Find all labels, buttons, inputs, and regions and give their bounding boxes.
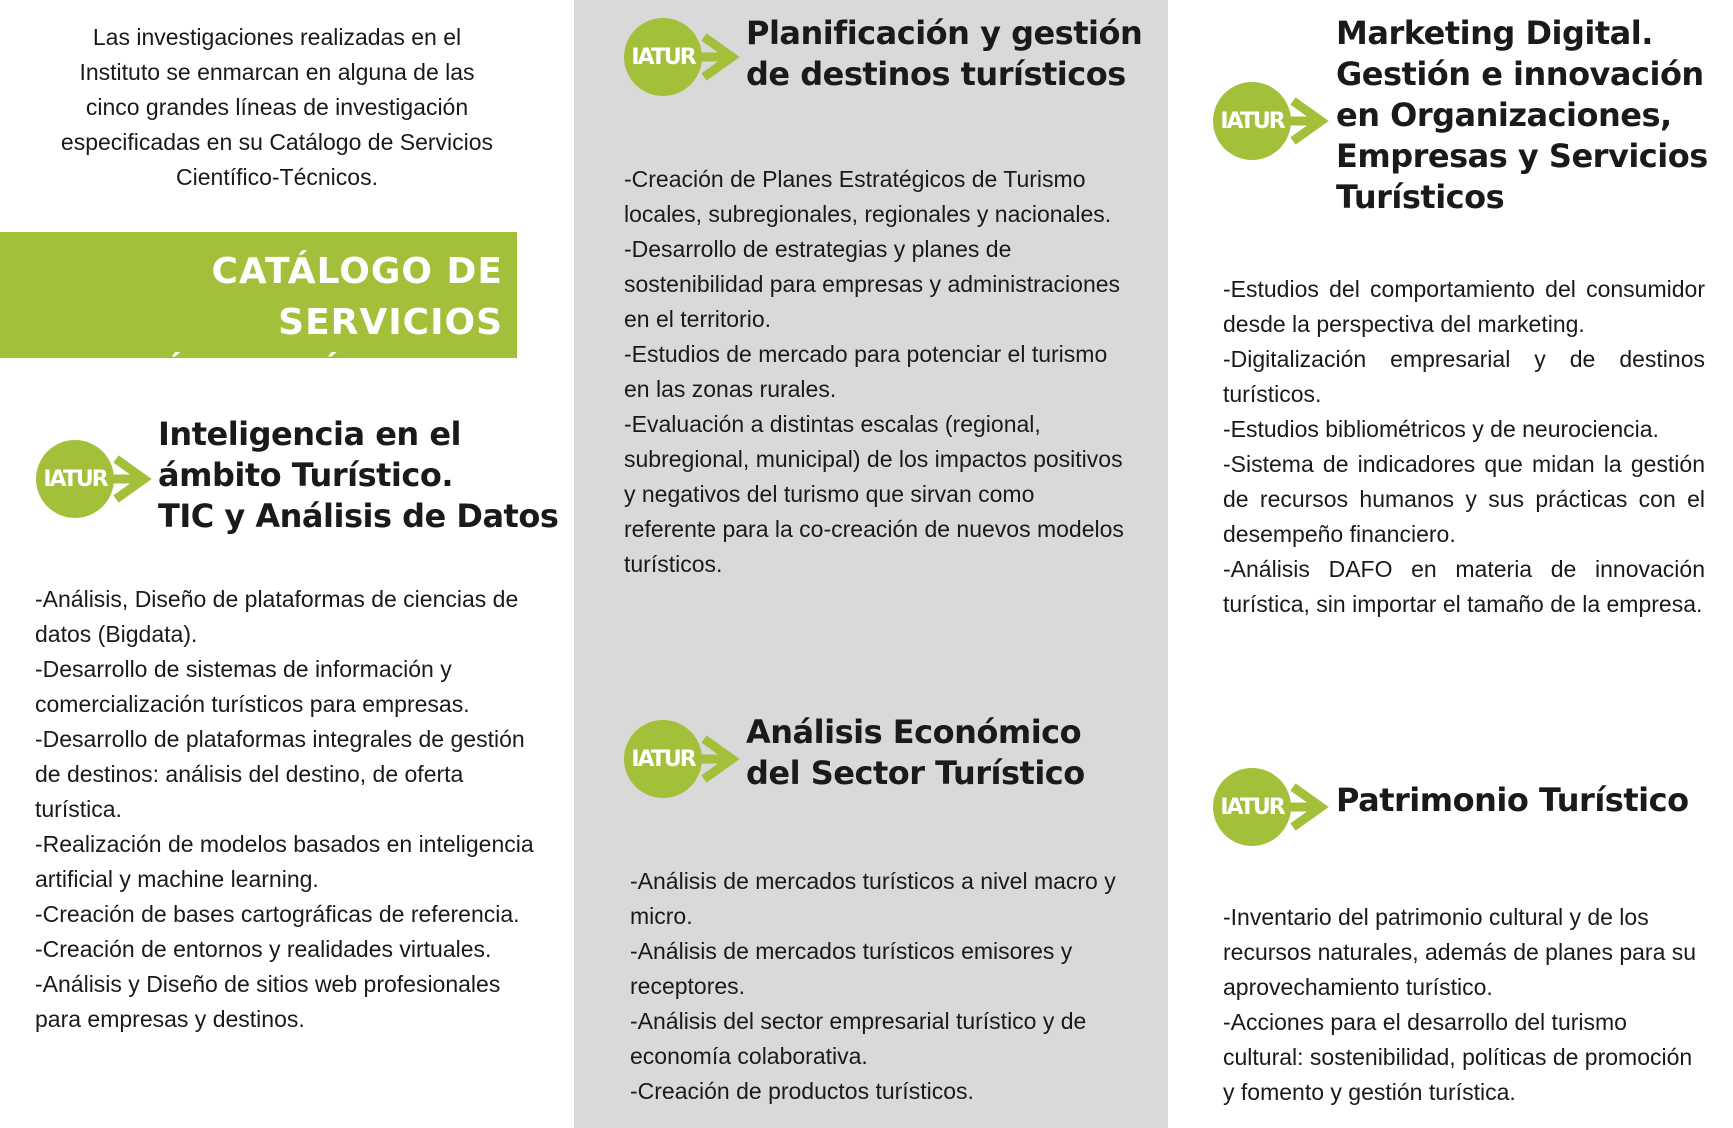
list-item: -Estudios bibliométricos y de neurociencia. [1223, 416, 1659, 442]
section-body [1223, 900, 1705, 1110]
title-line: Planificación y gestión [746, 14, 1143, 52]
list-item: -Análisis y Diseño de sitios web profesionales para empresas y destinos. [35, 971, 501, 1032]
arrow-right-icon [696, 733, 742, 785]
intro-line: Científico-Técnicos. [176, 164, 378, 190]
list-item: -Creación de productos turísticos. [630, 1078, 974, 1104]
list-item: -Creación de bases cartográficas de referencia. [35, 901, 520, 927]
catalog-banner [0, 232, 517, 394]
list-item: -Desarrollo de sistemas de información y comercialización turísticos para empresas. [35, 656, 470, 717]
middle-column [574, 0, 1168, 1128]
title-line: del Sector Turístico [746, 754, 1085, 792]
iatur-logo [36, 440, 152, 524]
right-column [1168, 0, 1733, 1128]
list-item: -Análisis DAFO en materia de innovación turística, sin importar el tamaño de la empresa. [1223, 556, 1705, 617]
section-title [746, 712, 1085, 794]
arrow-right-icon [108, 453, 154, 505]
list-item: -Realización de modelos basados en inteligencia artificial y machine learning. [35, 831, 534, 892]
list-item: -Análisis, Diseño de plataformas de ciencias de datos (Bigdata). [35, 586, 519, 647]
list-item: -Evaluación a distintas escalas (regional, subregional, municipal) de los impactos positivos y negativos del turismo que sirvan como referente para la co-creación de nuevos modelos turísticos. [624, 411, 1124, 577]
title-line: Análisis Económico [746, 713, 1082, 751]
iatur-logo-circle: IATUR [1213, 82, 1291, 160]
section-body [624, 162, 1124, 582]
list-item: -Análisis de mercados turísticos a nivel macro y micro. [630, 868, 1116, 929]
section-title [1336, 13, 1708, 218]
title-line: ámbito Turístico. [158, 456, 453, 494]
iatur-logo [624, 18, 740, 102]
title-line: Marketing Digital. [1336, 14, 1653, 52]
section-body [630, 864, 1130, 1109]
iatur-logo [1213, 768, 1329, 852]
list-item: -Sistema de indicadores que midan la gestión de recursos humanos y sus prácticas con el desempeño financiero. [1223, 451, 1705, 547]
title-line: en Organizaciones, [1336, 96, 1672, 134]
arrow-right-icon [1285, 95, 1331, 147]
arrow-right-icon [1285, 781, 1331, 833]
list-item: -Estudios del comportamiento del consumidor desde la perspectiva del marketing. [1223, 276, 1705, 337]
list-item: -Creación de Planes Estratégicos de Turismo locales, subregionales, regionales y nacionales. [624, 166, 1112, 227]
list-item: -Análisis de mercados turísticos emisores y receptores. [630, 938, 1073, 999]
list-item: -Desarrollo de plataformas integrales de gestión de destinos: análisis del destino, de oferta turística. [35, 726, 525, 822]
section-title [746, 13, 1142, 95]
title-line: Gestión e innovación [1336, 55, 1704, 93]
list-item: -Inventario del patrimonio cultural y de los recursos naturales, además de planes para su aprovechamiento turístico. [1223, 904, 1697, 1000]
iatur-logo-circle: IATUR [36, 440, 114, 518]
intro-line: Instituto se enmarcan en alguna de las [79, 59, 475, 85]
list-item: -Desarrollo de estrategias y planes de sostenibilidad para empresas y administraciones en el territorio. [624, 236, 1121, 332]
list-item: -Acciones para el desarrollo del turismo cultural: sostenibilidad, políticas de promoción y fomento y gestión turística. [1223, 1009, 1693, 1105]
title-line: Inteligencia en el [158, 415, 461, 453]
iatur-logo-circle: IATUR [1213, 768, 1291, 846]
list-item: -Creación de entornos y realidades virtuales. [35, 936, 492, 962]
intro-paragraph [30, 20, 524, 195]
banner-line: CATÁLOGO DE SERVICIOS [211, 251, 503, 343]
list-item: -Digitalización empresarial y de destinos turísticos. [1223, 346, 1705, 407]
title-line: Patrimonio Turístico [1336, 781, 1689, 819]
title-line: de destinos turísticos [746, 55, 1126, 93]
section-body [1223, 272, 1705, 622]
list-item: -Estudios de mercado para potenciar el turismo en las zonas rurales. [624, 341, 1108, 402]
section-body [35, 582, 535, 1037]
left-column [0, 0, 574, 1128]
iatur-logo [624, 720, 740, 804]
iatur-logo-circle: IATUR [624, 18, 702, 96]
arrow-right-icon [696, 31, 742, 83]
title-line: Empresas y Servicios [1336, 137, 1708, 175]
intro-line: cinco grandes líneas de investigación [85, 94, 469, 120]
banner-line: CIENTÍFICO-TÉCNICOS [44, 353, 503, 394]
intro-line: Las investigaciones realizadas en el [92, 24, 462, 50]
section-title [1336, 780, 1689, 821]
iatur-logo-circle: IATUR [624, 720, 702, 798]
title-line: Turísticos [1336, 178, 1505, 216]
iatur-logo [1213, 82, 1329, 166]
section-title [158, 414, 558, 537]
title-line: TIC y Análisis de Datos [158, 497, 559, 535]
list-item: -Análisis del sector empresarial turístico y de economía colaborativa. [630, 1008, 1087, 1069]
intro-line: especificadas en su Catálogo de Servicios [60, 129, 494, 155]
